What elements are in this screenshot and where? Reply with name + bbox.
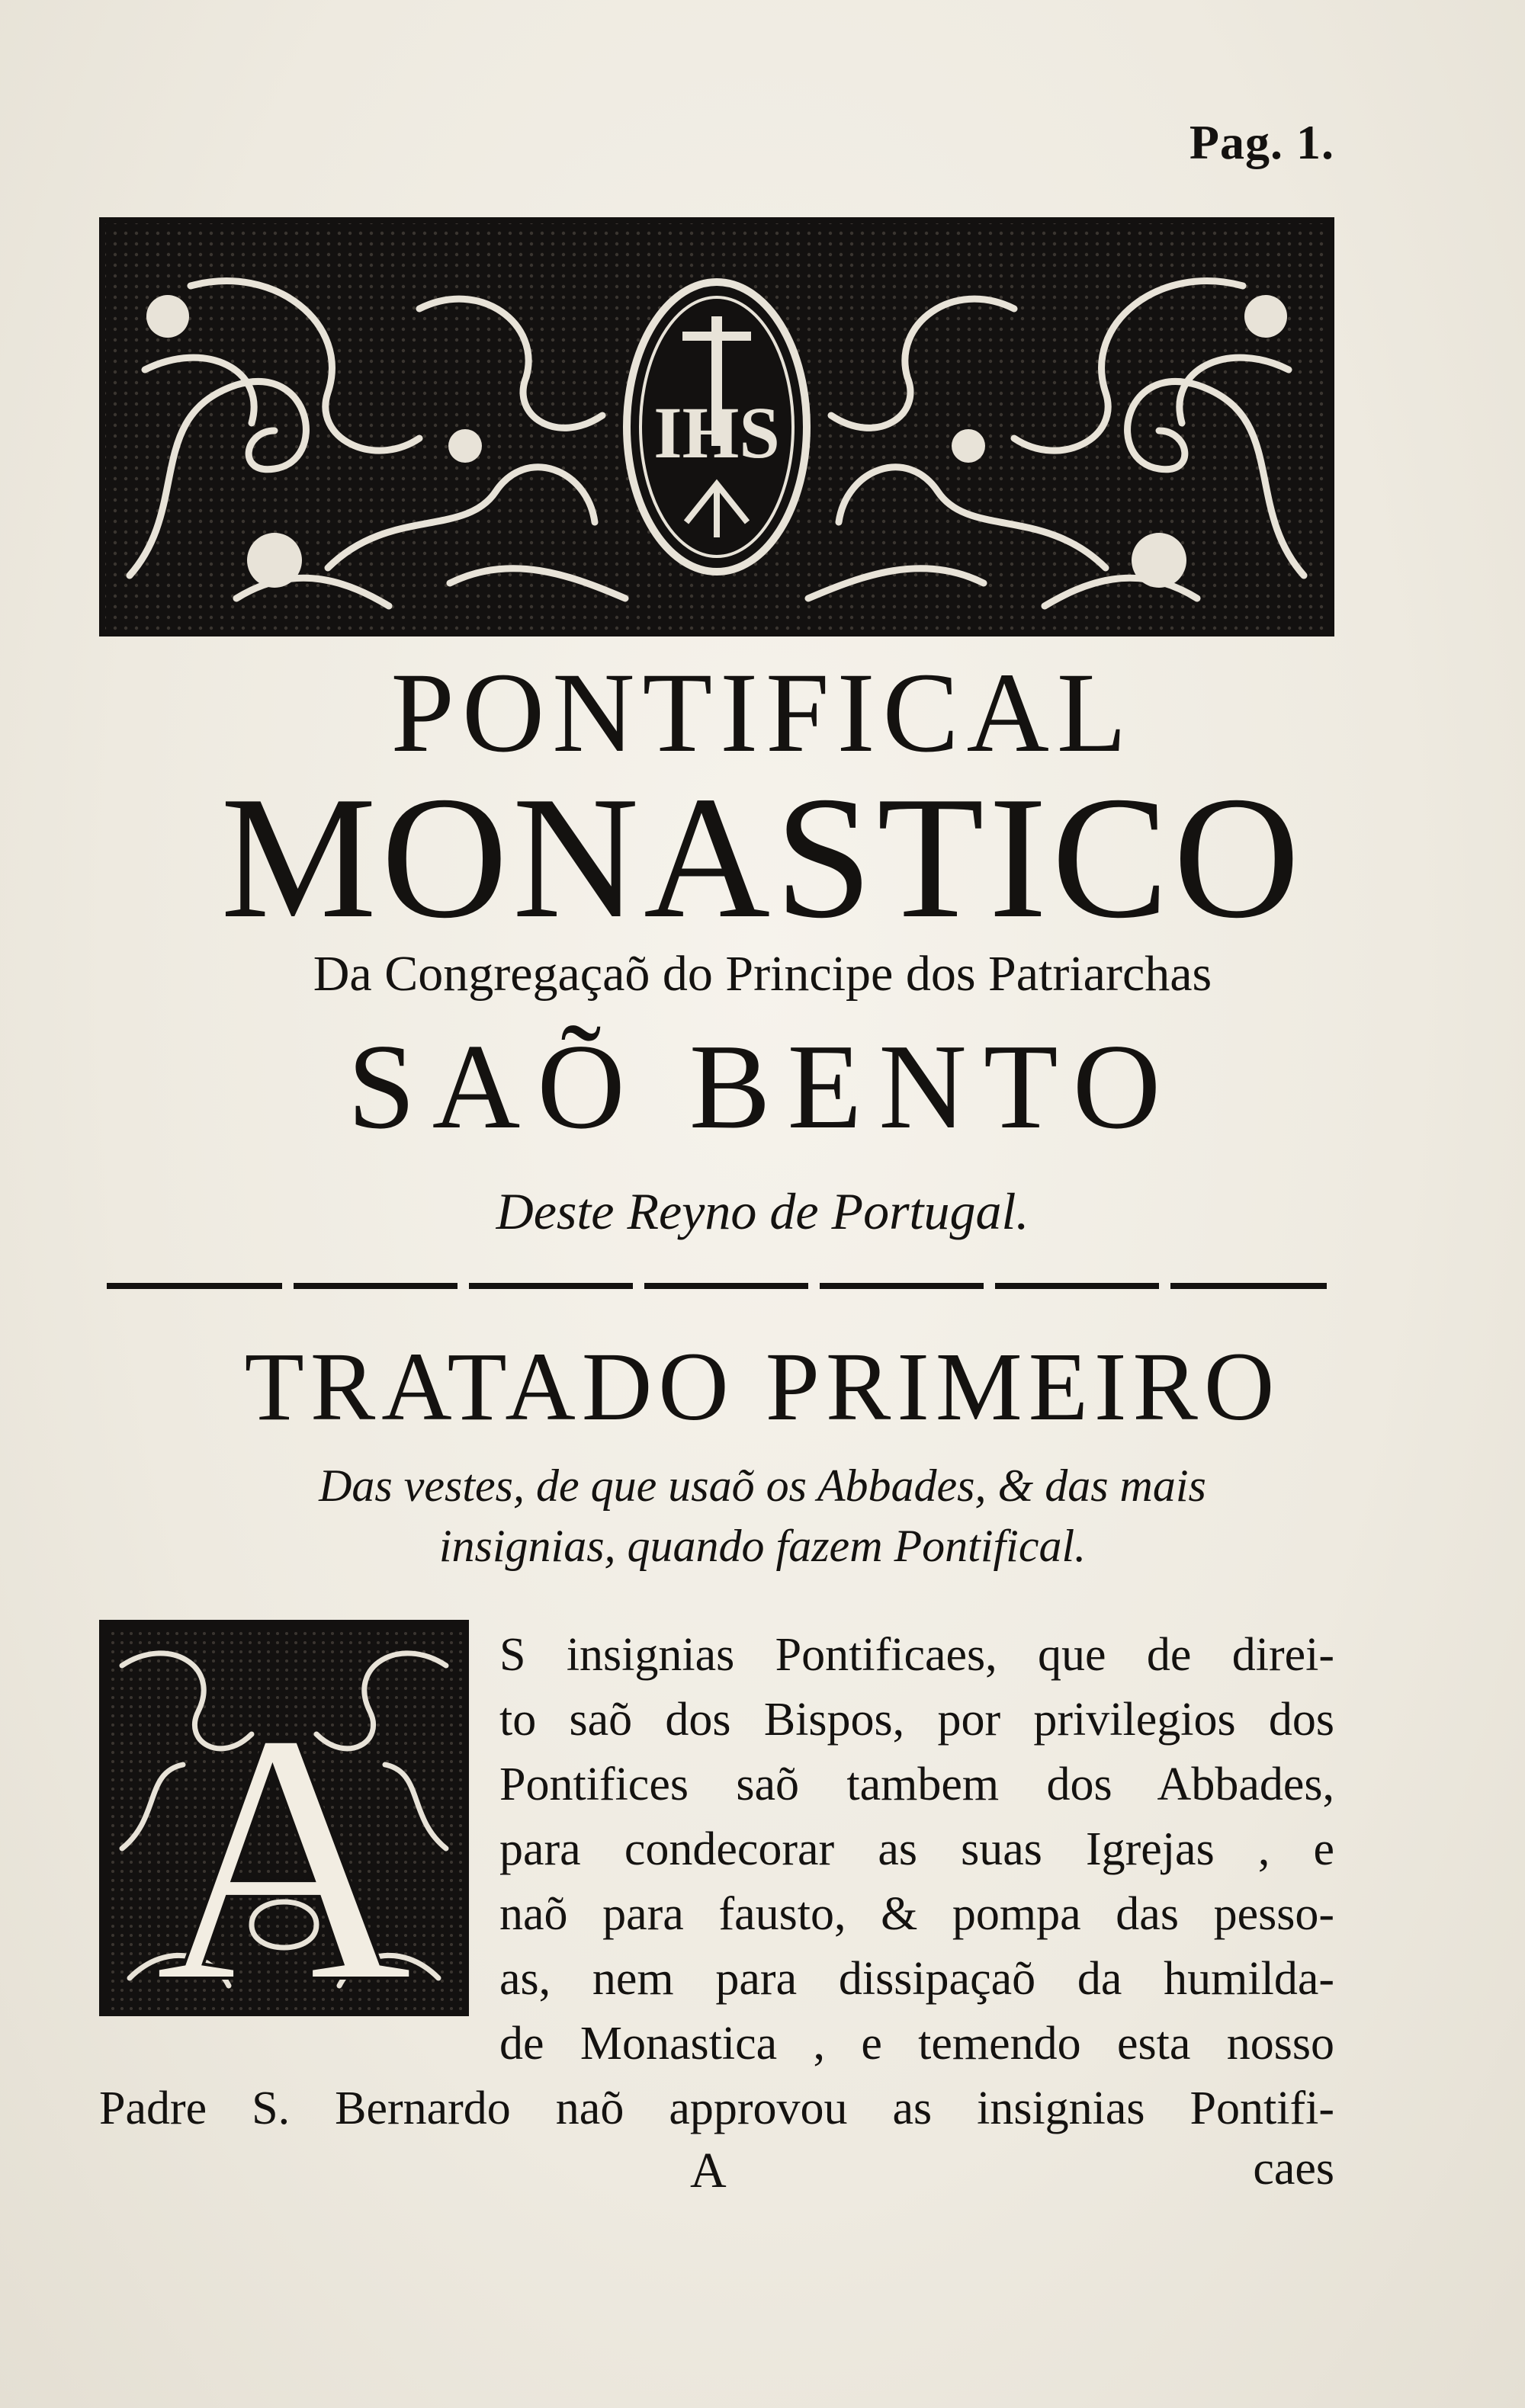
ornamental-headpiece-icon: [99, 217, 1334, 636]
ornamental-initial-icon: [99, 1620, 469, 2016]
title-line-reyno: Deste Reyno de Portugal.: [496, 1182, 1029, 1240]
body-line: para condecorar as suas Igrejas , e: [499, 1823, 1334, 1875]
title-line-monastico: MONASTICO: [220, 760, 1305, 954]
title-line-sao-bento: SAÕ BENTO: [347, 1018, 1178, 1154]
treatise-subtitle-line: Das vestes, de que usaõ os Abbades, & das mais: [319, 1461, 1206, 1511]
body-line: to saõ dos Bispos, por privilegios dos: [499, 1694, 1334, 1746]
body-line: S insignias Pontificaes, que de direi-: [499, 1629, 1334, 1681]
body-line: naõ para fausto, & pompa das pesso-: [499, 1888, 1334, 1940]
body-line: as, nem para dissipaçaõ da humilda-: [499, 1953, 1334, 2005]
page-number: Pag. 1.: [1189, 115, 1334, 169]
initial-letter: A: [154, 1659, 413, 2016]
signature-mark: A: [690, 2143, 727, 2198]
title-line-congregacao: Da Congregaçaõ do Principe dos Patriarchas: [313, 946, 1212, 1002]
treatise-subtitle: [0, 1456, 1525, 1576]
treatise-title: TRATADO PRIMEIRO: [244, 1332, 1281, 1441]
title-line-pontifical: PONTIFICAL: [390, 649, 1135, 776]
body-line-full: Padre S. Bernardo naõ approvou as insignias Pontifi-: [99, 2083, 1334, 2134]
section-rule: [107, 1281, 1327, 1290]
treatise-subtitle-line: insignias, quando fazem Pontifical.: [438, 1521, 1087, 1572]
body-line: de Monastica , e temendo esta nosso: [499, 2018, 1334, 2070]
body-line: Pontifices saõ tambem dos Abbades,: [499, 1759, 1334, 1810]
catchword: caes: [1253, 2143, 1334, 2195]
headpiece-emblem-text: IHS: [653, 392, 780, 473]
